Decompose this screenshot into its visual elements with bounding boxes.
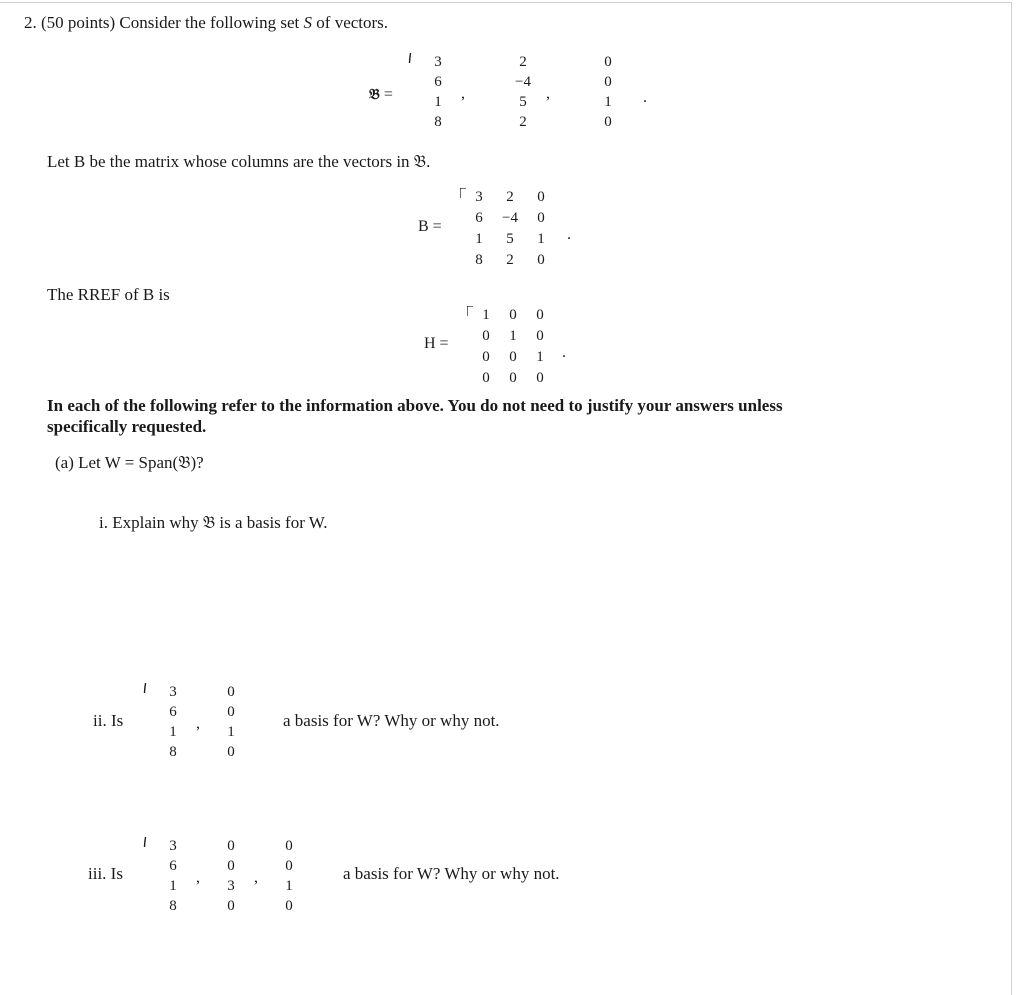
item-ii-label: ii. (93, 711, 107, 730)
vector-entry: 0 (604, 74, 612, 90)
vector-entry: 0 (227, 898, 235, 914)
basis-set-label (369, 84, 393, 105)
item-i-text: Explain why 𝔅 is a basis for W. (112, 513, 328, 532)
vector-entry: 0 (227, 744, 235, 760)
matrix-h (467, 301, 566, 386)
matrix-entry: 5 (506, 231, 514, 247)
matrix-entry: 0 (536, 370, 544, 386)
vector-entry: 3 (169, 838, 177, 854)
question-points: (50 points) (41, 13, 116, 32)
vector-entry: −4 (515, 74, 531, 90)
matrix-entry: 0 (537, 252, 545, 268)
vector-comma: , (196, 715, 200, 732)
rref-intro: The RREF of B is (47, 285, 170, 304)
item-iii-is: Is (110, 864, 123, 883)
vector-entry: 8 (169, 744, 177, 760)
matrix-entry: 1 (509, 328, 517, 344)
page-right-border (1011, 2, 1012, 995)
instructions-line-1: In each of the following refer to the information above. You do not need to justify your answers unless (47, 396, 783, 415)
matrix-entry: 0 (482, 328, 490, 344)
matrix-b-period: . (567, 226, 571, 243)
basis-set-display (405, 48, 647, 130)
instructions-line-2: specifically requested. (47, 417, 207, 436)
set-symbol: S (303, 13, 313, 32)
matrix-entry: 0 (537, 189, 545, 205)
item-iii-suffix: a basis for W? Why or why not. (343, 864, 560, 883)
matrix-h-period: . (562, 344, 566, 361)
vector-entry: 1 (169, 878, 177, 894)
vector-comma: , (254, 869, 258, 886)
part-a-label: (a) (55, 453, 74, 472)
vector-entry: 0 (285, 858, 293, 874)
part-a-text: Let W = Span(𝔅)? (78, 453, 204, 472)
vector-entry: 0 (227, 858, 235, 874)
matrix-entry: 0 (536, 307, 544, 323)
basis-period: . (643, 89, 647, 106)
matrix-entry: −4 (502, 210, 518, 226)
matrix-entry: 0 (509, 370, 517, 386)
item-ii-prefix (93, 711, 123, 731)
matrix-b (460, 183, 571, 268)
matrix-entry: 2 (506, 252, 514, 268)
vector-entry: 8 (169, 898, 177, 914)
set-left-brace (405, 53, 414, 63)
matrix-entry: 0 (509, 349, 517, 365)
vector-entry: 0 (227, 684, 235, 700)
vector-entry: 5 (519, 94, 527, 110)
vector-entry: 1 (285, 878, 293, 894)
vector-entry: 2 (519, 54, 527, 70)
vector-entry: 0 (604, 54, 612, 70)
vector-entry: 6 (169, 704, 177, 720)
vector-entry: 3 (434, 54, 442, 70)
question-header (24, 13, 388, 33)
question-prompt-end: of vectors. (316, 13, 389, 32)
matrix-entry: 8 (475, 252, 483, 268)
matrix-entry: 0 (509, 307, 517, 323)
vector-comma: , (461, 85, 465, 102)
vector-entry: 6 (169, 858, 177, 874)
matrix-entry: 1 (482, 307, 490, 323)
basis-equals: = (383, 86, 393, 103)
vector-entry: 1 (604, 94, 612, 110)
matrix-entry: 6 (475, 210, 483, 226)
vector-entry: 1 (169, 724, 177, 740)
matrix-h-label: H = (424, 335, 449, 352)
item-iii-vector-set (140, 832, 293, 914)
vector-comma: , (196, 869, 200, 886)
vector-entry: 0 (285, 838, 293, 854)
matrix-entry: 1 (475, 231, 483, 247)
matrix-entry: 0 (482, 370, 490, 386)
matrix-entry: 1 (536, 349, 544, 365)
page-top-border (0, 2, 1011, 3)
item-ii-vector-set (140, 678, 235, 760)
question-number: 2. (24, 13, 37, 32)
vector-entry: 0 (604, 114, 612, 130)
question-prompt: Consider the following set (119, 13, 300, 32)
set-left-brace (140, 837, 149, 847)
vector-entry: 1 (227, 724, 235, 740)
item-iii-prefix (88, 864, 123, 884)
vector-entry: 1 (434, 94, 442, 110)
vector-comma: , (546, 85, 550, 102)
item-iii-label: iii. (88, 864, 107, 883)
vector-entry: 2 (519, 114, 527, 130)
matrix-entry: 0 (482, 349, 490, 365)
item-ii-is: Is (110, 711, 124, 730)
matrix-entry: 0 (537, 210, 545, 226)
item-i (99, 513, 328, 533)
vector-entry: 0 (227, 704, 235, 720)
matrix-b-label: B = (418, 218, 442, 235)
basis-symbol: 𝔅 (369, 85, 380, 103)
vector-entry: 0 (285, 898, 293, 914)
set-left-brace (140, 683, 149, 693)
vector-entry: 3 (227, 878, 235, 894)
vector-entry: 6 (434, 74, 442, 90)
vector-entry: 3 (169, 684, 177, 700)
matrix-entry: 0 (536, 328, 544, 344)
matrix-entry: 1 (537, 231, 545, 247)
matrix-entry: 3 (475, 189, 483, 205)
vector-entry: 8 (434, 114, 442, 130)
matrix-entry: 2 (506, 189, 514, 205)
part-a (55, 453, 204, 473)
item-i-label: i. (99, 513, 108, 532)
matrix-b-intro: Let B be the matrix whose columns are the vectors in 𝔅. (47, 152, 431, 171)
item-ii-suffix: a basis for W? Why or why not. (283, 711, 500, 730)
vector-entry: 0 (227, 838, 235, 854)
